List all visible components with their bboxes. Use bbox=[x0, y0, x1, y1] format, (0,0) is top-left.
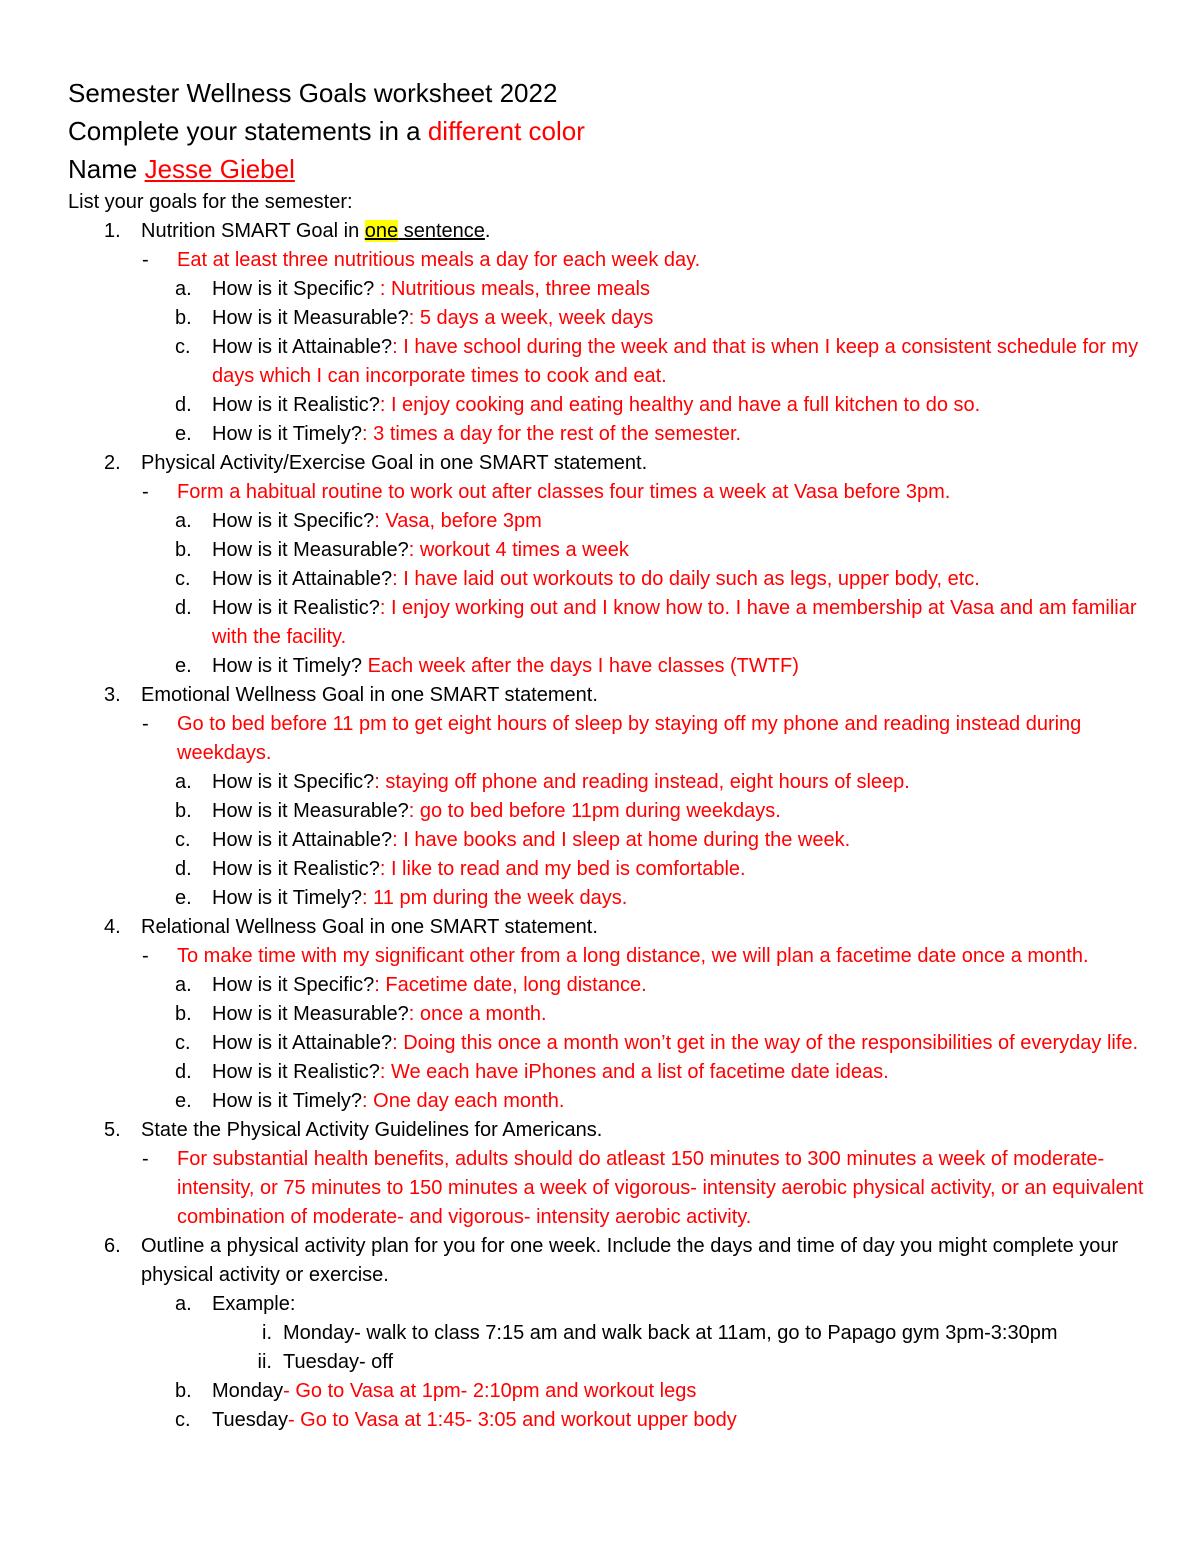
instruction-line bbox=[68, 112, 1148, 150]
sub-question bbox=[68, 652, 1148, 681]
sub-question bbox=[68, 275, 1148, 304]
goal-answer: Form a habitual routine to work out after classes four times a week at Vasa before 3pm. bbox=[177, 481, 951, 503]
sub-answer: : I like to read and my bed is comfortable. bbox=[379, 858, 746, 880]
sub-question-text: How is it Specific? bbox=[212, 278, 380, 300]
question-text-end: . bbox=[484, 220, 491, 242]
sub-question bbox=[68, 420, 1148, 449]
plan-answer: - Go to Vasa at 1:45- 3:05 and workout upper body bbox=[287, 1409, 737, 1431]
question-text: Physical Activity/Exercise Goal in one SMART statement. bbox=[141, 452, 648, 474]
sub-question bbox=[68, 1000, 1148, 1029]
sub-label: c. bbox=[175, 568, 191, 590]
instruction-color-word: different color bbox=[427, 116, 585, 146]
goal-statement bbox=[68, 942, 1148, 971]
sub-label: a. bbox=[175, 510, 192, 532]
sub-label: b. bbox=[175, 307, 192, 329]
goal-statement bbox=[68, 1145, 1148, 1232]
sub-question-text: How is it Attainable? bbox=[212, 1032, 393, 1054]
sub-label: d. bbox=[175, 597, 192, 619]
sub-answer: : I have books and I sleep at home during the week. bbox=[392, 829, 851, 851]
sub-label: c. bbox=[175, 1409, 191, 1431]
question-5 bbox=[68, 1116, 1148, 1145]
question-number: 4. bbox=[104, 916, 121, 938]
student-name: Jesse Giebel bbox=[144, 154, 295, 184]
sub-question bbox=[68, 855, 1148, 884]
question-number: 2. bbox=[104, 452, 121, 474]
sub-answer: : I have school during the week and that is when I keep a consistent schedule for my days which I can incorporate times to cook and eat. bbox=[212, 336, 1139, 387]
sub-question bbox=[68, 1029, 1148, 1058]
sub-label: e. bbox=[175, 423, 192, 445]
question-text: Outline a physical activity plan for you for one week. Include the days and time of day you might complete your physical activity or exercise. bbox=[141, 1235, 1119, 1286]
sub-question bbox=[68, 971, 1148, 1000]
instruction-text: Complete your statements in a bbox=[68, 116, 428, 146]
question-number: 1. bbox=[104, 220, 121, 242]
sub-question-text: How is it Attainable? bbox=[212, 568, 393, 590]
sub-answer: : Vasa, before 3pm bbox=[374, 510, 542, 532]
sub-question-text: How is it Specific? bbox=[212, 510, 375, 532]
sub-question-text: How is it Timely? bbox=[212, 423, 363, 445]
sub-question-text: How is it Specific? bbox=[212, 771, 375, 793]
worksheet-page bbox=[68, 74, 1148, 1435]
goal-statement bbox=[68, 246, 1148, 275]
sub-question bbox=[68, 507, 1148, 536]
sub-question-text: How is it Timely? bbox=[212, 887, 363, 909]
roman-label: i. bbox=[262, 1322, 272, 1344]
sub-answer: : Doing this once a month won’t get in the way of the responsibilities of everyday life. bbox=[392, 1032, 1139, 1054]
sub-question bbox=[68, 797, 1148, 826]
question-number: 3. bbox=[104, 684, 121, 706]
question-text: Emotional Wellness Goal in one SMART statement. bbox=[141, 684, 598, 706]
sub-label: a. bbox=[175, 278, 192, 300]
goal-statement bbox=[68, 710, 1148, 768]
question-text: State the Physical Activity Guidelines for Americans. bbox=[141, 1119, 603, 1141]
sub-question bbox=[68, 594, 1148, 652]
plan-item bbox=[68, 1406, 1148, 1435]
sub-question bbox=[68, 1058, 1148, 1087]
sub-question-text: How is it Measurable? bbox=[212, 800, 409, 822]
sub-answer: : 5 days a week, week days bbox=[408, 307, 654, 329]
sub-question-text: How is it Specific? bbox=[212, 974, 375, 996]
goal-statement bbox=[68, 478, 1148, 507]
plan-answer: - Go to Vasa at 1pm- 2:10pm and workout legs bbox=[283, 1380, 697, 1402]
plan-day: Monday bbox=[212, 1380, 284, 1402]
dash-bullet: - bbox=[142, 713, 149, 735]
sub-answer: : I enjoy cooking and eating healthy and have a full kitchen to do so. bbox=[379, 394, 981, 416]
sub-label: c. bbox=[175, 336, 191, 358]
example-heading-text: Example: bbox=[212, 1293, 296, 1315]
sub-label: d. bbox=[175, 1061, 192, 1083]
sub-question-text: How is it Attainable? bbox=[212, 829, 393, 851]
sub-answer: : staying off phone and reading instead, eight hours of sleep. bbox=[374, 771, 910, 793]
sub-answer: Each week after the days I have classes (TWTF) bbox=[367, 655, 799, 677]
sub-answer: : once a month. bbox=[408, 1003, 547, 1025]
sub-label: b. bbox=[175, 1003, 192, 1025]
sub-label: d. bbox=[175, 858, 192, 880]
example-item bbox=[68, 1319, 1148, 1348]
sub-question bbox=[68, 768, 1148, 797]
goal-answer: To make time with my significant other from a long distance, we will plan a facetime date once a month. bbox=[177, 945, 1089, 967]
sub-question bbox=[68, 333, 1148, 391]
sub-answer: : We each have iPhones and a list of facetime date ideas. bbox=[379, 1061, 889, 1083]
question-6 bbox=[68, 1232, 1148, 1290]
plan-item bbox=[68, 1377, 1148, 1406]
sub-answer: : Nutritious meals, three meals bbox=[379, 278, 650, 300]
name-label: Name bbox=[68, 154, 145, 184]
sub-label: b. bbox=[175, 539, 192, 561]
question-text: Relational Wellness Goal in one SMART statement. bbox=[141, 916, 598, 938]
sub-label: a. bbox=[175, 1293, 192, 1315]
dash-bullet: - bbox=[142, 249, 149, 271]
example-text: Tuesday- off bbox=[283, 1351, 394, 1373]
sub-label: b. bbox=[175, 1380, 192, 1402]
sub-question-text: How is it Realistic? bbox=[212, 394, 380, 416]
sub-question bbox=[68, 391, 1148, 420]
sub-question-text: How is it Attainable? bbox=[212, 336, 393, 358]
question-4 bbox=[68, 913, 1148, 942]
question-text-underlined: sentence bbox=[398, 220, 485, 242]
question-2 bbox=[68, 449, 1148, 478]
plan-day: Tuesday bbox=[212, 1409, 288, 1431]
sub-question-text: How is it Timely? bbox=[212, 1090, 363, 1112]
dash-bullet: - bbox=[142, 945, 149, 967]
sub-question-text: How is it Measurable? bbox=[212, 1003, 409, 1025]
sub-question-text: How is it Measurable? bbox=[212, 307, 409, 329]
sub-question-text: How is it Measurable? bbox=[212, 539, 409, 561]
sub-label: a. bbox=[175, 974, 192, 996]
sub-answer: : One day each month. bbox=[362, 1090, 565, 1112]
sub-label: c. bbox=[175, 1032, 191, 1054]
sub-question-text: How is it Realistic? bbox=[212, 1061, 380, 1083]
sub-answer: : Facetime date, long distance. bbox=[374, 974, 647, 996]
sub-answer: : I have laid out workouts to do daily such as legs, upper body, etc. bbox=[392, 568, 980, 590]
example-item bbox=[68, 1348, 1148, 1377]
sub-label: e. bbox=[175, 1090, 192, 1112]
question-number: 5. bbox=[104, 1119, 121, 1141]
goal-answer: Go to bed before 11 pm to get eight hours of sleep by staying off my phone and reading instead during weekdays. bbox=[177, 713, 1082, 764]
dash-bullet: - bbox=[142, 1148, 149, 1170]
sub-question bbox=[68, 536, 1148, 565]
sub-answer: : 11 pm during the week days. bbox=[362, 887, 628, 909]
sub-label: b. bbox=[175, 800, 192, 822]
sub-question-text: How is it Realistic? bbox=[212, 597, 380, 619]
goal-answer: Eat at least three nutritious meals a day for each week day. bbox=[177, 249, 701, 271]
question-3 bbox=[68, 681, 1148, 710]
sub-question bbox=[68, 826, 1148, 855]
sub-answer: : I enjoy working out and I know how to. I have a membership at Vasa and am familiar with the facility. bbox=[212, 597, 1137, 648]
example-heading bbox=[68, 1290, 1148, 1319]
question-1 bbox=[68, 217, 1148, 246]
dash-bullet: - bbox=[142, 481, 149, 503]
sub-question bbox=[68, 884, 1148, 913]
sub-label: a. bbox=[175, 771, 192, 793]
sub-question-text: How is it Realistic? bbox=[212, 858, 380, 880]
sub-question-text: How is it Timely? bbox=[212, 655, 368, 677]
sub-question bbox=[68, 565, 1148, 594]
question-number: 6. bbox=[104, 1235, 121, 1257]
roman-label: ii. bbox=[257, 1351, 272, 1373]
sub-answer: : go to bed before 11pm during weekdays. bbox=[408, 800, 781, 822]
sub-label: d. bbox=[175, 394, 192, 416]
question-text: Nutrition SMART Goal in bbox=[141, 220, 365, 242]
sub-label: e. bbox=[175, 655, 192, 677]
sub-question bbox=[68, 304, 1148, 333]
sub-answer: : 3 times a day for the rest of the semester. bbox=[362, 423, 742, 445]
goal-answer: For substantial health benefits, adults should do atleast 150 minutes to 300 minutes a week of moderate- intensity, or 75 minutes to 150 minutes a week of vigorous- intensity aerobic physical activity, or an equivalent combination of moderate- and vigorous- intensity aerobic activity. bbox=[177, 1148, 1144, 1228]
highlighted-word: one bbox=[364, 220, 399, 242]
list-intro: List your goals for the semester: bbox=[68, 191, 353, 213]
worksheet-title: Semester Wellness Goals worksheet 2022 bbox=[68, 78, 558, 108]
example-text: Monday- walk to class 7:15 am and walk back at 11am, go to Papago gym 3pm-3:30pm bbox=[283, 1322, 1058, 1344]
sub-question bbox=[68, 1087, 1148, 1116]
sub-label: c. bbox=[175, 829, 191, 851]
sub-answer: : workout 4 times a week bbox=[408, 539, 629, 561]
sub-label: e. bbox=[175, 887, 192, 909]
name-line bbox=[68, 150, 1148, 188]
